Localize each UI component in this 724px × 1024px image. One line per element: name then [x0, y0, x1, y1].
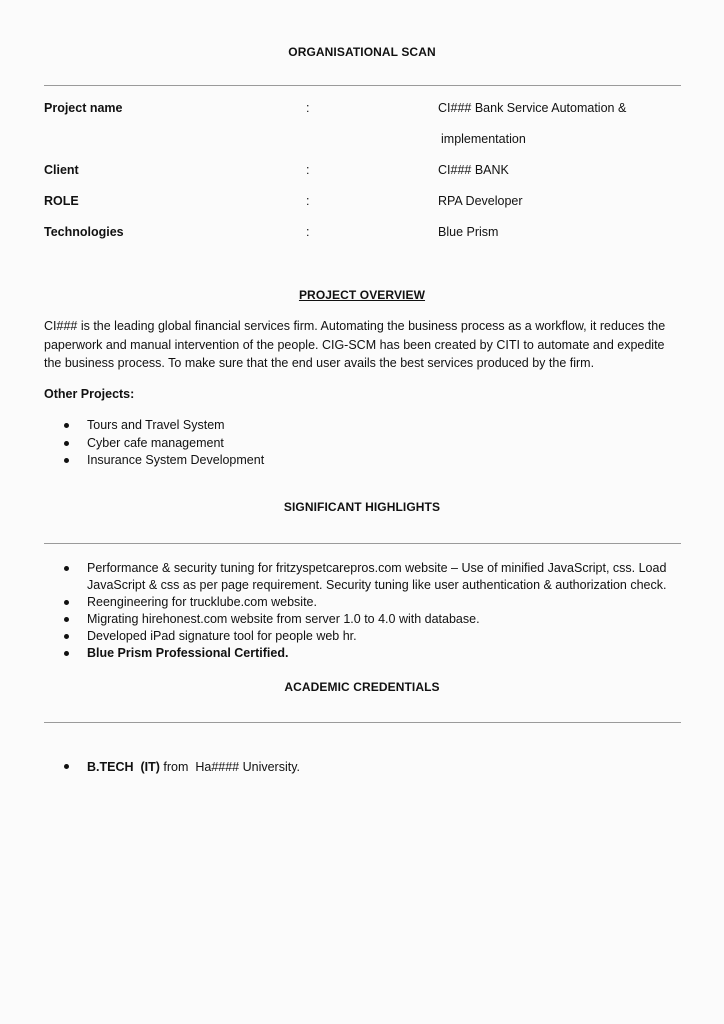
detail-row-project-name-cont — [0, 132, 724, 150]
detail-value: implementation — [441, 132, 526, 146]
bullet-icon — [64, 441, 69, 446]
list-item — [0, 758, 724, 776]
detail-separator: : — [306, 194, 310, 208]
academic-list — [0, 758, 724, 776]
list-item — [0, 645, 724, 662]
list-item — [0, 594, 724, 611]
degree-label: B.TECH (IT) — [87, 760, 160, 774]
bullet-icon — [64, 566, 69, 571]
bullet-icon — [64, 458, 69, 463]
list-item — [0, 611, 724, 628]
page-title: ORGANISATIONAL SCAN — [288, 45, 436, 59]
bullet-icon — [64, 764, 69, 769]
bullet-icon — [64, 634, 69, 639]
section-heading-academic: ACADEMIC CREDENTIALS — [284, 680, 440, 694]
list-item-text: Migrating hirehonest.com website from server 1.0 to 4.0 with database. — [87, 612, 480, 626]
list-item-text: Insurance System Development — [87, 453, 265, 467]
list-item-text: Developed iPad signature tool for people web hr. — [87, 629, 357, 643]
divider — [44, 85, 681, 86]
detail-row-role — [0, 194, 724, 212]
highlights-list — [0, 560, 724, 662]
list-item — [0, 560, 724, 594]
bullet-icon — [64, 600, 69, 605]
list-item-text: Blue Prism Professional Certified. — [87, 646, 289, 660]
list-item — [0, 452, 724, 470]
bullet-icon — [64, 423, 69, 428]
list-item — [0, 435, 724, 453]
detail-row-technologies — [0, 225, 724, 243]
bullet-icon — [64, 617, 69, 622]
detail-label: Project name — [44, 101, 123, 115]
list-item — [0, 417, 724, 435]
project-overview-text: CI### is the leading global financial services firm. Automating the business process as a workflow, it reduces the paperwork and manual intervention of the people. CIG-SCM has been created by CITI to automate and expedite the business process. To make sure that the end user avails the best services produced by the firm. — [44, 319, 666, 370]
other-projects-list — [0, 417, 724, 470]
detail-label: Technologies — [44, 225, 124, 239]
divider — [44, 543, 681, 544]
list-item-text: Tours and Travel System — [87, 418, 225, 432]
detail-value: RPA Developer — [438, 194, 523, 208]
detail-label: Client — [44, 163, 79, 177]
bullet-icon — [64, 651, 69, 656]
detail-row-client — [0, 163, 724, 181]
list-item — [0, 628, 724, 645]
detail-separator: : — [306, 163, 310, 177]
detail-separator: : — [306, 101, 310, 115]
section-heading-project-overview: PROJECT OVERVIEW — [298, 288, 426, 302]
divider — [44, 722, 681, 723]
detail-value: CI### Bank Service Automation & — [438, 101, 627, 115]
degree-details: from Ha#### University. — [159, 760, 301, 774]
detail-label: ROLE — [44, 194, 79, 208]
detail-value: CI### BANK — [438, 163, 509, 177]
detail-separator: : — [306, 225, 310, 239]
detail-row-project-name — [0, 101, 724, 119]
list-item-text: Reengineering for trucklube.com website. — [87, 595, 317, 609]
list-item-text: Cyber cafe management — [87, 435, 224, 450]
section-heading-highlights: SIGNIFICANT HIGHLIGHTS — [283, 500, 441, 514]
other-projects-label: Other Projects: — [44, 387, 135, 401]
list-item-text: Performance & security tuning for fritzyspetcarepros.com website – Use of minified JavaScript, css. Load JavaScript & css as per page requirement. Security tuning like user authentication & authorization check. — [87, 561, 667, 592]
detail-value: Blue Prism — [438, 225, 499, 239]
